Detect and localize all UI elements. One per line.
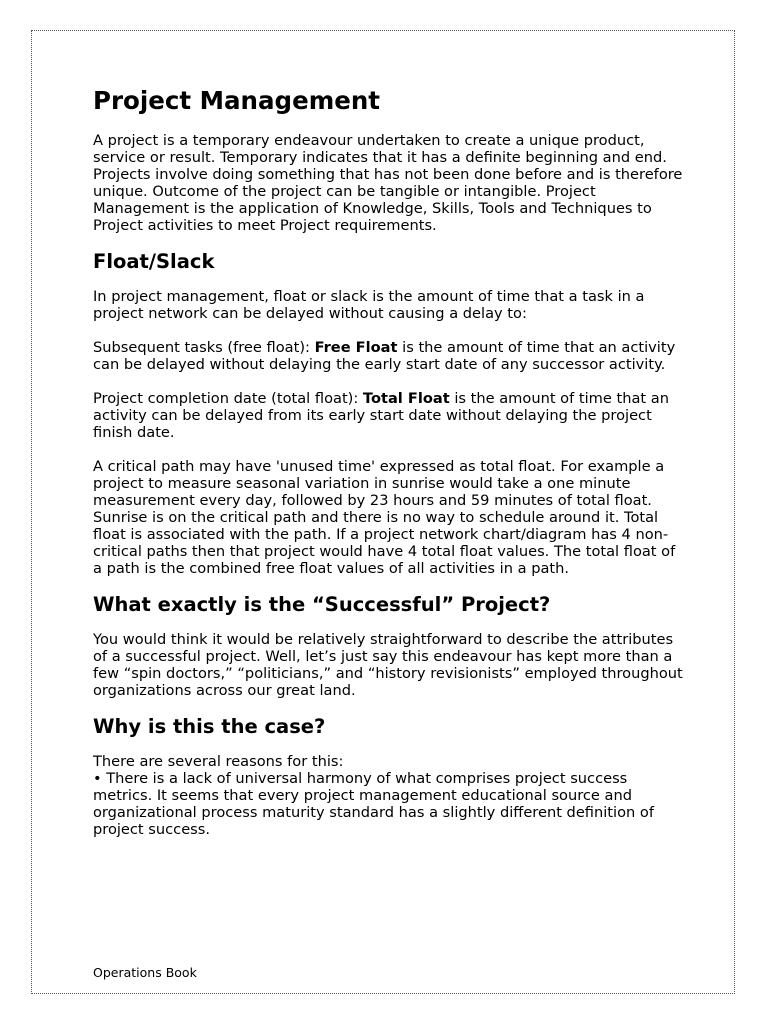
critical-path-paragraph: A critical path may have 'unused time' expressed as total float. For example a project to measure seasonal variation in sunrise would take a one minute measurement every day, followed by 23 hours and 59 minutes of total float. Sunrise is on the critical path and there is no way to schedule around it. Total float is associated with the path. If a project network chart/diagram has 4 non-critical paths then that project would have 4 total float values. The total float of a path is the combined free float values of all activities in a path. xyxy=(93,458,676,577)
free-float-term: Free Float xyxy=(314,339,398,356)
intro-paragraph: A project is a temporary endeavour undertaken to create a unique product, service or result. Temporary indicates that it has a definite beginning and end. Projects involve doing something that has not been done before and is therefore unique. Outcome of the project can be tangible or intangible. Project Management is the application of Knowledge, Skills, Tools and Techniques to Project activities to meet Project requirements. xyxy=(93,132,683,234)
page-footer: Operations Book xyxy=(93,965,197,980)
float-definition-paragraph: In project management, float or slack is the amount of time that a task in a project network can be delayed without causing a delay to: xyxy=(93,288,645,322)
total-float-text: is the amount of time that an activity can be delayed from its early start date without delaying the project finish date. xyxy=(93,390,669,441)
reason-bullet: • There is a lack of universal harmony of what comprises project success metrics. It seems that every project management educational source and organizational process maturity standard has a slightly different definition of project success. xyxy=(93,770,654,838)
document-title: Project Management xyxy=(93,86,380,115)
why-case-heading: Why is this the case? xyxy=(93,715,326,738)
free-float-text: is the amount of time that an activity can be delayed without delaying the early start date of any successor activity. xyxy=(93,339,676,373)
free-float-paragraph xyxy=(93,339,683,373)
successful-project-heading: What exactly is the “Successful” Project? xyxy=(93,593,551,616)
successful-project-paragraph: You would think it would be relatively straightforward to describe the attributes of a successful project. Well, let’s just say this endeavour has kept more than a few “spin doctors,” “politicians,” and “history revisionists” employed throughout organizations across our great land. xyxy=(93,631,683,699)
float-slack-heading: Float/Slack xyxy=(93,250,215,273)
total-float-prefix: Project completion date (total float): xyxy=(93,390,363,407)
total-float-term: Total Float xyxy=(362,390,450,407)
free-float-prefix: Subsequent tasks (free float): xyxy=(93,339,315,356)
reasons-intro: There are several reasons for this: xyxy=(93,753,344,770)
total-float-paragraph xyxy=(93,390,683,441)
document-body xyxy=(93,84,683,838)
